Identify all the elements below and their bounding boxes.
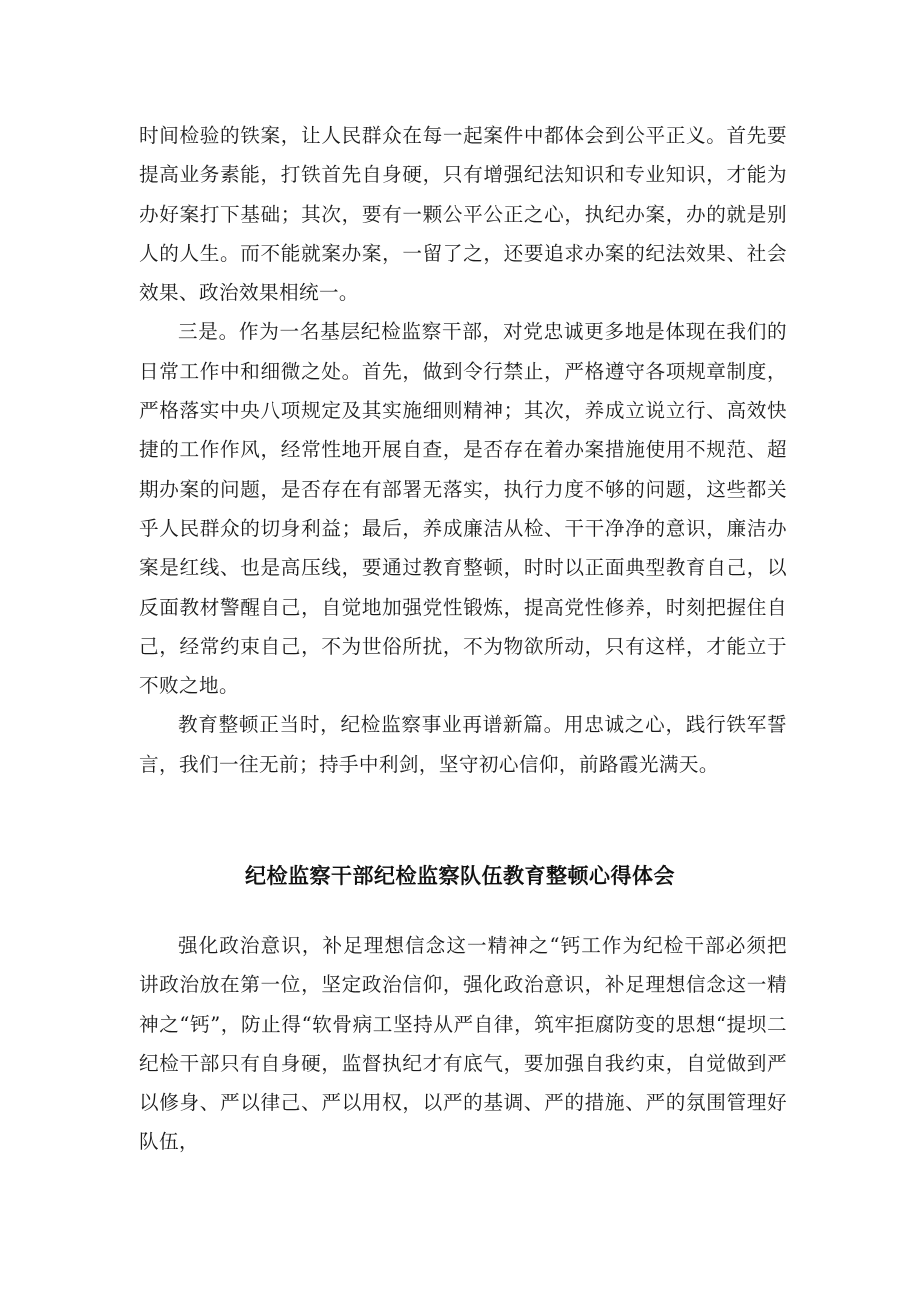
section-paragraph: 强化政治意识，补足理想信念这一精神之“钙工作为纪检干部必须把讲政治放在第一位，坚定政治信仰，强化政治意识，补足理想信念这一精神之“钙”，防止得“软骨病工坚持从严自律，筑牢拒腐防变的思想“提坝二纪检干部只有自身硬，监督执纪才有底气，要加强自我约束，自觉做到严以修身、严以律己、严以用权，以严的基调、严的措施、严的氛围管理好队伍， (139, 934, 787, 1154)
paragraph-three: 三是。作为一名基层纪检监察干部，对党忠诚更多地是体现在我们的日常工作中和细微之处。首先，做到令行禁止，严格遵守各项规章制度，严格落实中央八项规定及其实施细则精神；其次，养成立说立行、高效快捷的工作作风，经常性地开展自查，是否存在着办案措施使用不规范、超期办案的问题，是否存在有部署无落实，执行力度不够的问题，这些都关乎人民群众的切身利益；最后，养成廉洁从检、干干净净的意识，廉洁办案是红线、也是高压线，要通过教育整顿，时时以正面典型教育自己，以反面教材警醒自己，自觉地加强党性锻炼，提高党性修养，时刻把握住自己，经常约束自己，不为世俗所扰，不为物欲所动，只有这样，才能立于不败之地。 (139, 320, 787, 698)
article-body-part-2 (139, 926, 787, 1162)
article-body-part-1 (139, 116, 787, 784)
section-title: 纪检监察干部纪检监察队伍教育整顿心得体会 (245, 864, 675, 888)
closing-paragraph: 教育整顿正当时，纪检监察事业再谱新篇。用忠诚之心，践行铁军誓言，我们一往无前；持手中利剑，坚守初心信仰，前路霞光满天。 (139, 713, 787, 776)
continuation-paragraph: 时间检验的铁案，让人民群众在每一起案件中都体会到公平正义。首先要提高业务素能，打铁首先自身硬，只有增强纪法知识和专业知识，才能为办好案打下基础；其次，要有一颗公平公正之心，执纪办案，办的就是别人的人生。而不能就案办案，一留了之，还要追求办案的纪法效果、社会效果、政治效果相统一。 (139, 124, 787, 305)
